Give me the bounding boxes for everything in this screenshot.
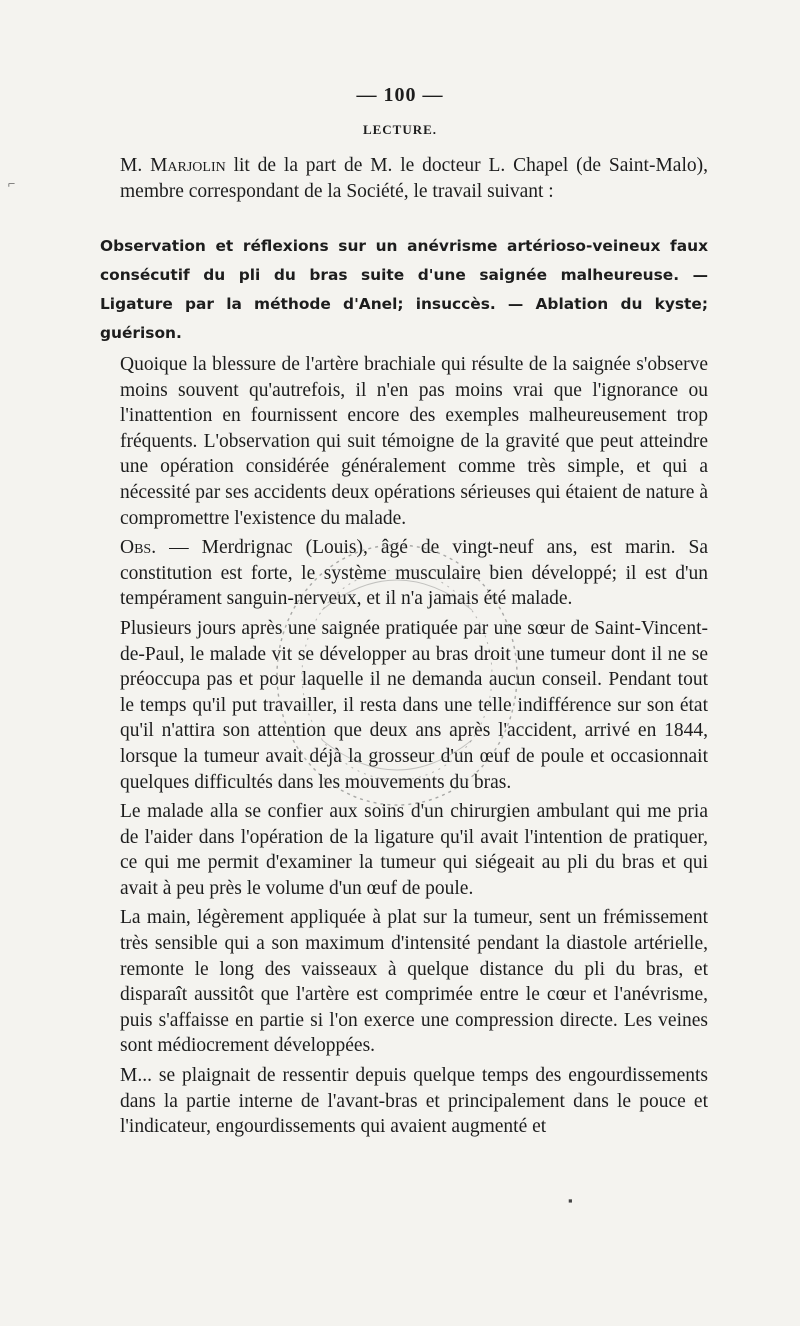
paragraph: M... se plaignait de ressentir depuis quelque temps des engourdissements dans la partie interne de l'avant-bras et principalement dans le pouce et l'indicateur, engourdissements qui avaient augmenté et — [120, 1065, 708, 1138]
paragraph: Le malade alla se confier aux soins d'un chirurgien ambulant qui me pria de l'aider dans l'opération de la ligature qu'il avait l'intention de pratiquer, ce qui me permit d'examiner la tumeur qui siégeait au pli du bras et qui avait à peu près le volume d'un œuf de poule. — [120, 801, 708, 899]
obs-text: — Merdrignac (Louis), âgé de vingt-neuf ans, est marin. Sa constitution est forte, le système musculaire bien développé; il est d'un tempérament sanguin-nerveux, et il n'a jamais été malade. — [120, 537, 708, 610]
intro-paragraph — [120, 153, 708, 204]
paragraph: La main, légèrement appliquée à plat sur la tumeur, sent un frémissement très sensible qui a son maximum d'intensité pendant la diastole artérielle, remonte le long des vaisseaux à quelque distance du pli du bras, et disparaît aussitôt que l'artère est comprimée entre le cœur et l'anévrisme, puis s'affaisse en partie si l'on exerce une compression directe. Les veines sont médiocrement développées. — [120, 907, 708, 1057]
section-heading: LECTURE. — [362, 122, 438, 137]
library-stamp — [262, 530, 532, 820]
paragraph: Quoique la blessure de l'artère brachiale qui résulte de la saignée s'observe moins souvent qu'autrefois, il n'en pas moins vrai que l'ignorance ou l'inattention en fournissent encore des exemples malheureusement trop fréquents. L'observation qui suit témoigne de la gravité que peut atteindre une opération considérée généralement comme très simple, et qui a nécessité par ses accidents deux opérations sérieuses qui étaient de nature à compromettre l'existence du malade. — [120, 354, 708, 529]
margin-mark: ▪ — [568, 1193, 573, 1208]
article-title: Observation et réflexions sur un anévrisme artérioso-veineux faux consécutif du pli du bras suite d'une saignée malheureuse. — Ligature par la méthode d'Anel; insuccès. — Ablation du kyste; guérison. — [100, 237, 708, 342]
obs-label: Obs. — [120, 537, 157, 559]
paragraph: Plusieurs jours après une saignée pratiquée par une sœur de Saint-Vincent-de-Paul, le malade vit se développer au bras droit une tumeur dont il ne se préoccupa pas et pour laquelle il ne demanda aucun conseil. Pendant tout le temps qu'il put travailler, il resta dans une telle indifférence sur son état qu'il n'attira son attention que deux ans après l'accident, arrivé en 1844, lorsque la tumeur avait déjà la grosseur d'un œuf de poule et occasionnait quelques difficultés dans les mouvements du bras. — [120, 617, 708, 793]
page-number: — 100 — — [356, 84, 444, 106]
author-name: Marjolin — [150, 155, 226, 176]
intro-prefix: M. — [120, 155, 151, 176]
margin-mark: ⌐ — [8, 176, 16, 191]
intro-text: lit de la part de M. le docteur L. Chapel (de Saint-Malo), membre correspondant de la Société, le travail suivant : — [120, 155, 708, 202]
